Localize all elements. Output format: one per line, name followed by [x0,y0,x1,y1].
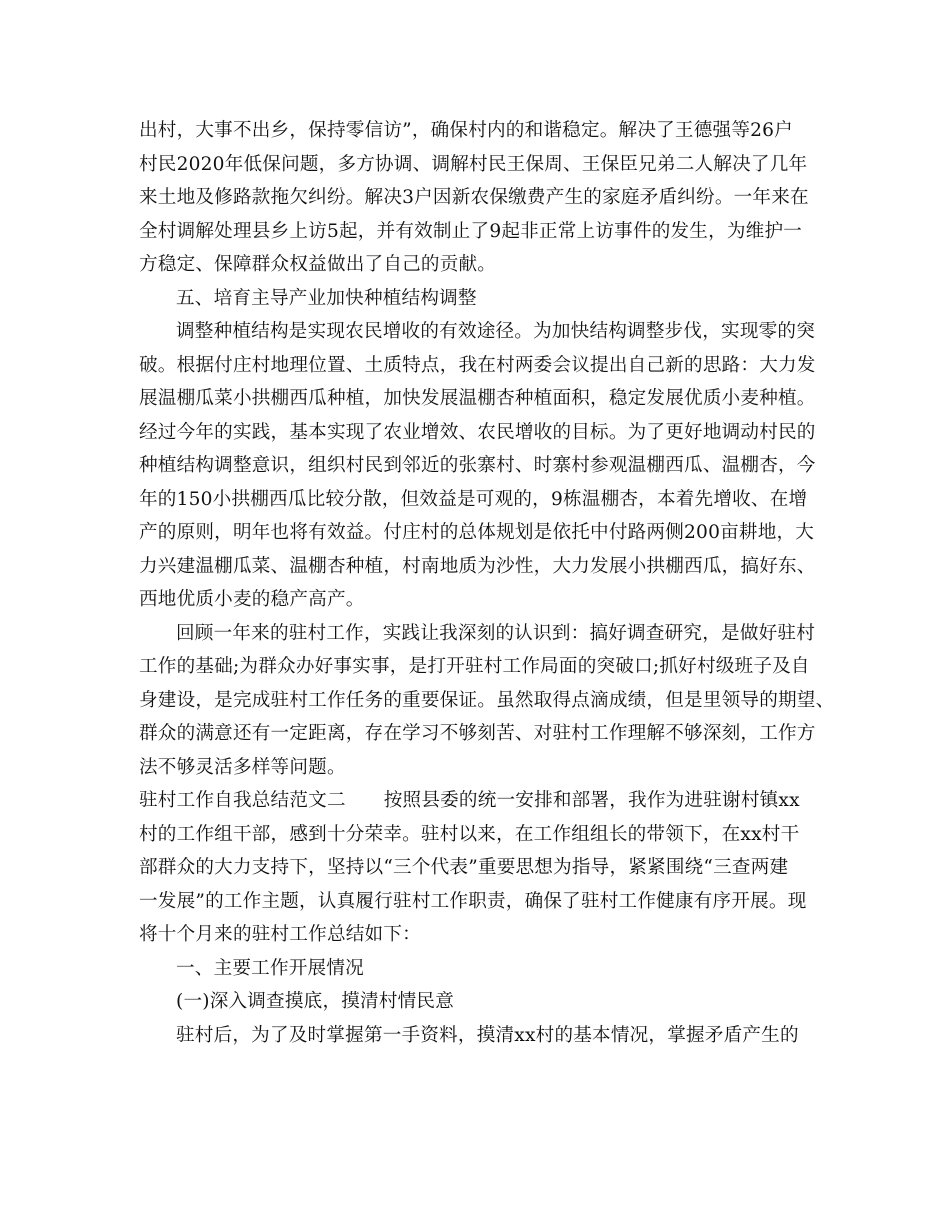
text-line: 来土地及修路款拖欠纠纷。解决3户因新农保缴费产生的家庭矛盾纠纷。一年来在 [139,187,809,208]
subsection-heading: (一)深入调查摸底，摸清村情民意 [176,991,455,1012]
text-line: 工作的基础;为群众办好事实事，是打开驻村工作局面的突破口;抓好村级班子及自 [139,656,810,677]
text-line: 出村，大事不出乡，保持零信访”，确保村内的和谐稳定。解决了王德强等26户 [139,120,793,141]
section-title: 驻村工作自我总结范文二 [139,790,346,811]
text-line: 将十个月来的驻村工作总结如下： [139,924,421,945]
text-line: 村民2020年低保问题，多方协调、调解村民王保周、王保臣兄弟二人解决了几年 [139,153,808,175]
section-title-line [139,784,829,818]
text-line: 经过今年的实践，基本实现了农业增效、农民增收的目标。为了更好地调动村民的 [139,421,816,443]
text-line: 回顾一年来的驻村工作，实践让我深刻的认识到：搞好调查研究，是做好驻村 [176,622,815,644]
section-heading: 一、主要工作开展情况 [176,957,364,979]
text-line: 产的原则，明年也将有效益。付庄村的总体规划是依托中付路两侧200亩耕地，大 [139,522,815,543]
text-line: 法不够灵活多样等问题。 [139,756,346,778]
text-line: 身建设，是完成驻村工作任务的重要保证。虽然取得点滴成绩，但是里领导的期望、 [139,689,835,711]
text-line: 破。根据付庄村地理位置、土质特点，我在村两委会议提出自己新的思路：大力发 [139,354,816,376]
text-line: 驻村后，为了及时掌握第一手资料，摸清xx村的基本情况，掌握矛盾产生的 [176,1024,799,1046]
text-line: 一发展”的工作主题，认真履行驻村工作职责，确保了驻村工作健康有序开展。现 [139,890,807,912]
text-line: 部群众的大力支持下，坚持以“三个代表”重要思想为指导，紧紧围绕“三查两建 [139,857,789,878]
text-line: 力兴建温棚瓜菜、温棚杏种植，村南地质为沙性，大力发展小拱棚西瓜，搞好东、 [139,555,816,577]
text-line: 按照县委的统一安排和部署，我作为进驻谢村镇xx [383,790,800,811]
text-line: 群众的满意还有一定距离，存在学习不够刻苦、对驻村工作理解不够深刻，工作方 [139,723,816,744]
text-line: 全村调解处理县乡上访5起，并有效制止了9起非正常上访事件的发生，为维护一 [139,220,803,242]
document-page [139,114,835,1052]
text-line: 年的150小拱棚西瓜比较分散，但效益是可观的，9栋温棚杏，本着先增收、在增 [139,488,808,510]
text-line: 种植结构调整意识，组织村民到邻近的张寨村、时寨村参观温棚西瓜、温棚杏，今 [139,455,816,476]
text-line: 调整种植结构是实现农民增收的有效途径。为加快结构调整步伐，实现零的突 [176,321,815,342]
text-line: 西地优质小麦的稳产高产。 [139,589,365,610]
paragraph-block-2 [139,818,829,1053]
section-heading: 五、培育主导产业加快种植结构调整 [176,287,477,309]
text-line: 方稳定、保障群众权益做出了自己的贡献。 [139,254,497,275]
paragraph-block-1 [139,114,835,784]
text-line: 展温棚瓜菜小拱棚西瓜种植，加快发展温棚杏种植面积，稳定发展优质小麦种植。 [139,388,816,409]
text-line: 村的工作组干部，感到十分荣幸。驻村以来，在工作组组长的带领下，在xx村干 [139,823,800,845]
